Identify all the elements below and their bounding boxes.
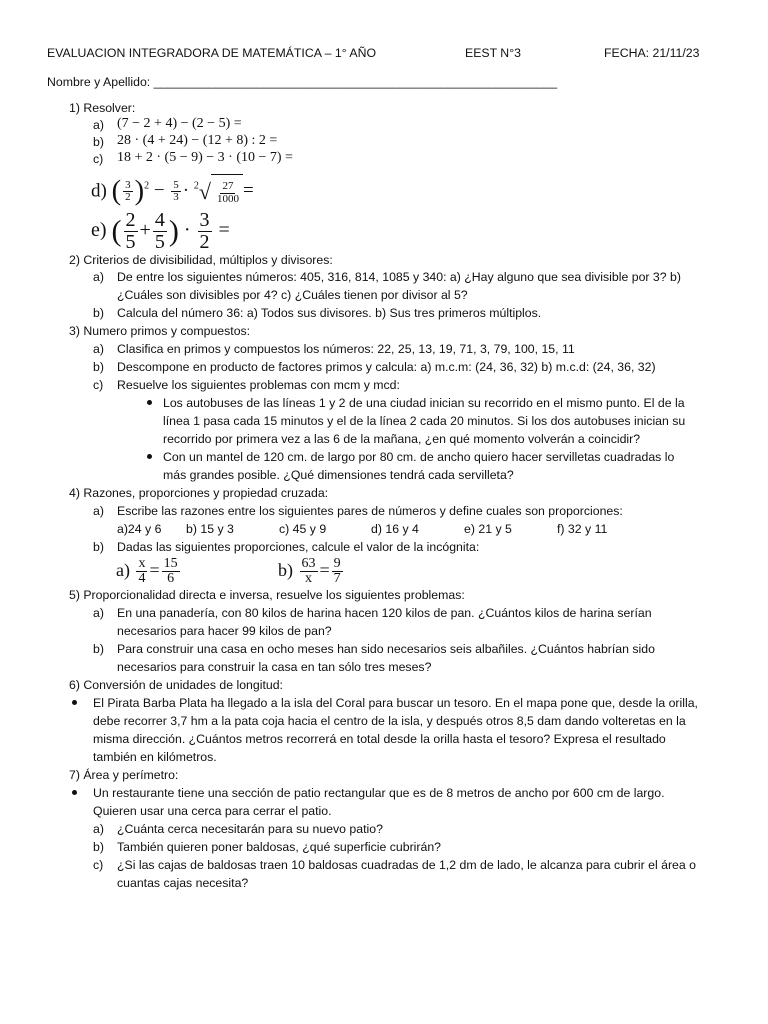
proportion-a-denominator-2: 6 — [167, 571, 175, 587]
section-7-title: 7) Área y perímetro: — [69, 768, 179, 782]
proportion-a-denominator-1: 4 — [138, 571, 146, 587]
problem-6-line-3: misma dirección. ¿Cuántos metros recorrerá en total desde la orilla hasta el tesoro? Expresa el resultado — [93, 732, 666, 746]
bullet — [72, 790, 77, 795]
item-1a-label: a) — [93, 118, 104, 132]
pair-e: e) 21 y 5 — [464, 522, 512, 536]
item-7b-label: b) — [93, 840, 104, 854]
problem-3c-2-line-1: Con un mantel de 120 cm. de largo por 80 cm. de ancho quiero hacer servilletas cuadradas lo — [163, 450, 675, 464]
problem-7-line-1: Un restaurante tiene una sección de patio rectangular que es de 8 metros de ancho por 600 cm de largo. — [93, 786, 665, 800]
bullet — [147, 400, 152, 405]
proportion-a-numerator-1: x — [138, 555, 146, 571]
item-3c-label: c) — [93, 378, 104, 392]
proportion-b-numerator-1: 63 — [301, 555, 316, 571]
item-2a-text-1: De entre los siguientes números: 405, 316, 814, 1085 y 340: a) ¿Hay alguno que sea divisible por 3? b) — [117, 270, 681, 284]
item-3c-text: Resuelve los siguientes problemas con mcm y mcd: — [117, 378, 400, 392]
item-1e-expression: ( $\frac{2}{5}$ + $\frac{4}{5}$ ) · $\frac{3}{2}$ = — [111, 209, 230, 253]
item-2b-text: Calcula del número 36: a) Todos sus divisores. b) Sus tres primeros múltiplos. — [117, 306, 542, 320]
item-1e — [91, 210, 230, 253]
problem-3c-1-line-3: recorrido por primera vez a las 6 de la mañana, ¿en qué momento volverán a coincidir? — [163, 432, 641, 446]
item-7c-label: c) — [93, 858, 104, 872]
section-5-title: 5) Proporcionalidad directa e inversa, resuelve los siguientes problemas: — [69, 588, 465, 602]
pair-b: b) 15 y 3 — [186, 522, 234, 536]
item-1a-expression: (7 − 2 + 4) − (2 − 5) = — [117, 116, 242, 131]
problem-7-line-2: Quieren usar una cerca para cerrar el patio. — [93, 804, 332, 818]
item-1e-label: e) — [91, 219, 107, 242]
item-7a-text: ¿Cuánta cerca necesitarán para su nuevo patio? — [117, 822, 383, 836]
section-6-title: 6) Conversión de unidades de longitud: — [69, 678, 283, 692]
item-4a-text: Escribe las razones entre los siguientes pares de números y define cuales son proporciones: — [117, 504, 623, 518]
problem-3c-1-line-1: Los autobuses de las líneas 1 y 2 de una ciudad inician su recorrido en el mismo punto. El de la — [163, 396, 685, 410]
pair-f: f) 32 y 11 — [557, 522, 608, 536]
section-1-title: 1) Resolver: — [69, 101, 136, 115]
item-5b-text-2: necesarios para construir la casa en tan sólo tres meses? — [117, 660, 432, 674]
item-5a-text-2: necesarios para hacer 99 kilos de pan? — [117, 624, 332, 638]
proportion-a-label: a) — [116, 560, 130, 580]
item-1d-expression: ( $\frac{3}{2}$ )$^2$ − $\frac{5}{3}$ · $^2$ √ $\frac{27}{1000}$ = — [112, 180, 254, 201]
item-3a-text: Clasifica en primos y compuestos los números: 22, 25, 13, 19, 71, 3, 79, 100, 15, 11 — [117, 342, 575, 356]
item-3b-text: Descompone en producto de factores primos y calcula: a) m.c.m: (24, 36, 32) b) m.c.d: (24, 36, 32) — [117, 360, 656, 374]
proportion-b-label: b) — [278, 560, 293, 580]
problem-3c-2-line-2: más grandes posible. ¿Qué dimensiones tendrá cada servilleta? — [163, 468, 514, 482]
item-5b-text-1: Para construir una casa en ocho meses han sido necesarios seis albañiles. ¿Cuántos habrían sido — [117, 642, 655, 656]
item-1b-label: b) — [93, 135, 104, 149]
exam-title: EVALUACION INTEGRADORA DE MATEMÁTICA – 1° AÑO — [47, 46, 377, 60]
proportion-b: b) $\frac{63}{x}$ = $\frac{9}{7}$ — [278, 555, 341, 587]
exam-date: FECHA: 21/11/23 — [604, 46, 700, 60]
pair-d: d) 16 y 4 — [371, 522, 419, 536]
proportion-a-numerator-2: 15 — [163, 555, 178, 571]
item-4b-label: b) — [93, 540, 104, 554]
item-1b-expression: 28 · (4 + 24) − (12 + 8) : 2 = — [117, 133, 278, 148]
proportion-b-denominator-1: x — [305, 571, 312, 587]
problem-6-line-1: El Pirata Barba Plata ha llegado a la isla del Coral para buscar un tesoro. En el mapa pone que, desde la orilla, — [93, 696, 698, 710]
item-3b-label: b) — [93, 360, 104, 374]
bullet — [147, 454, 152, 459]
pair-c: c) 45 y 9 — [279, 522, 327, 536]
item-1c-label: c) — [93, 152, 104, 166]
section-2-title: 2) Criterios de divisibilidad, múltiplos y divisores: — [69, 253, 333, 267]
proportion-b-denominator-2: 7 — [333, 571, 341, 587]
item-4b-text: Dadas las siguientes proporciones, calcule el valor de la incógnita: — [117, 540, 480, 554]
item-4a-label: a) — [93, 504, 104, 518]
section-4-title: 4) Razones, proporciones y propiedad cruzada: — [69, 486, 329, 500]
item-5a-text-1: En una panadería, con 80 kilos de harina hacen 120 kilos de pan. ¿Cuántos kilos de harina serían — [117, 606, 652, 620]
item-7a-label: a) — [93, 822, 104, 836]
problem-6-line-2: debe recorrer 3,7 hm a la pata coja hacia el centro de la isla, y después otros 8,5 dam dando volteretas en la — [93, 714, 686, 728]
item-1d — [91, 170, 254, 209]
item-2b-label: b) — [93, 306, 104, 320]
item-5b-label: b) — [93, 642, 104, 656]
item-1d-label: d) — [91, 180, 107, 202]
item-7c-text-1: ¿Si las cajas de baldosas traen 10 baldosas cuadradas de 1,2 dm de lado, le alcanza para cubrir el área o — [117, 858, 696, 872]
item-2a-label: a) — [93, 270, 104, 284]
proportion-a: a) $\frac{x}{4}$ = $\frac{15}{6}$ — [116, 555, 178, 587]
item-7c-text-2: cuantas cajas necesita? — [117, 876, 249, 890]
item-7b-text: También quieren poner baldosas, ¿qué superficie cubrirán? — [117, 840, 442, 854]
problem-3c-1-line-2: línea 1 pasa cada 15 minutos y el de la línea 2 cada 20 minutos. Si los dos autobuses inician su — [163, 414, 686, 428]
proportion-b-numerator-2: 9 — [333, 555, 341, 571]
section-3-title: 3) Numero primos y compuestos: — [69, 324, 251, 338]
problem-6-line-4: también en kilómetros. — [93, 750, 217, 764]
item-3a-label: a) — [93, 342, 104, 356]
pair-a: a)24 y 6 — [117, 522, 162, 536]
bullet — [72, 700, 77, 705]
item-5a-label: a) — [93, 606, 104, 620]
school-name: EEST N°3 — [465, 46, 521, 60]
item-1c-expression: 18 + 2 · (5 − 9) − 3 · (10 − 7) = — [117, 150, 293, 165]
name-field-line: Nombre y Apellido: ___________________________________________________________ — [47, 75, 558, 89]
item-2a-text-2: ¿Cuáles son divisibles por 4? c) ¿Cuáles tienen por divisor al 5? — [117, 288, 468, 302]
